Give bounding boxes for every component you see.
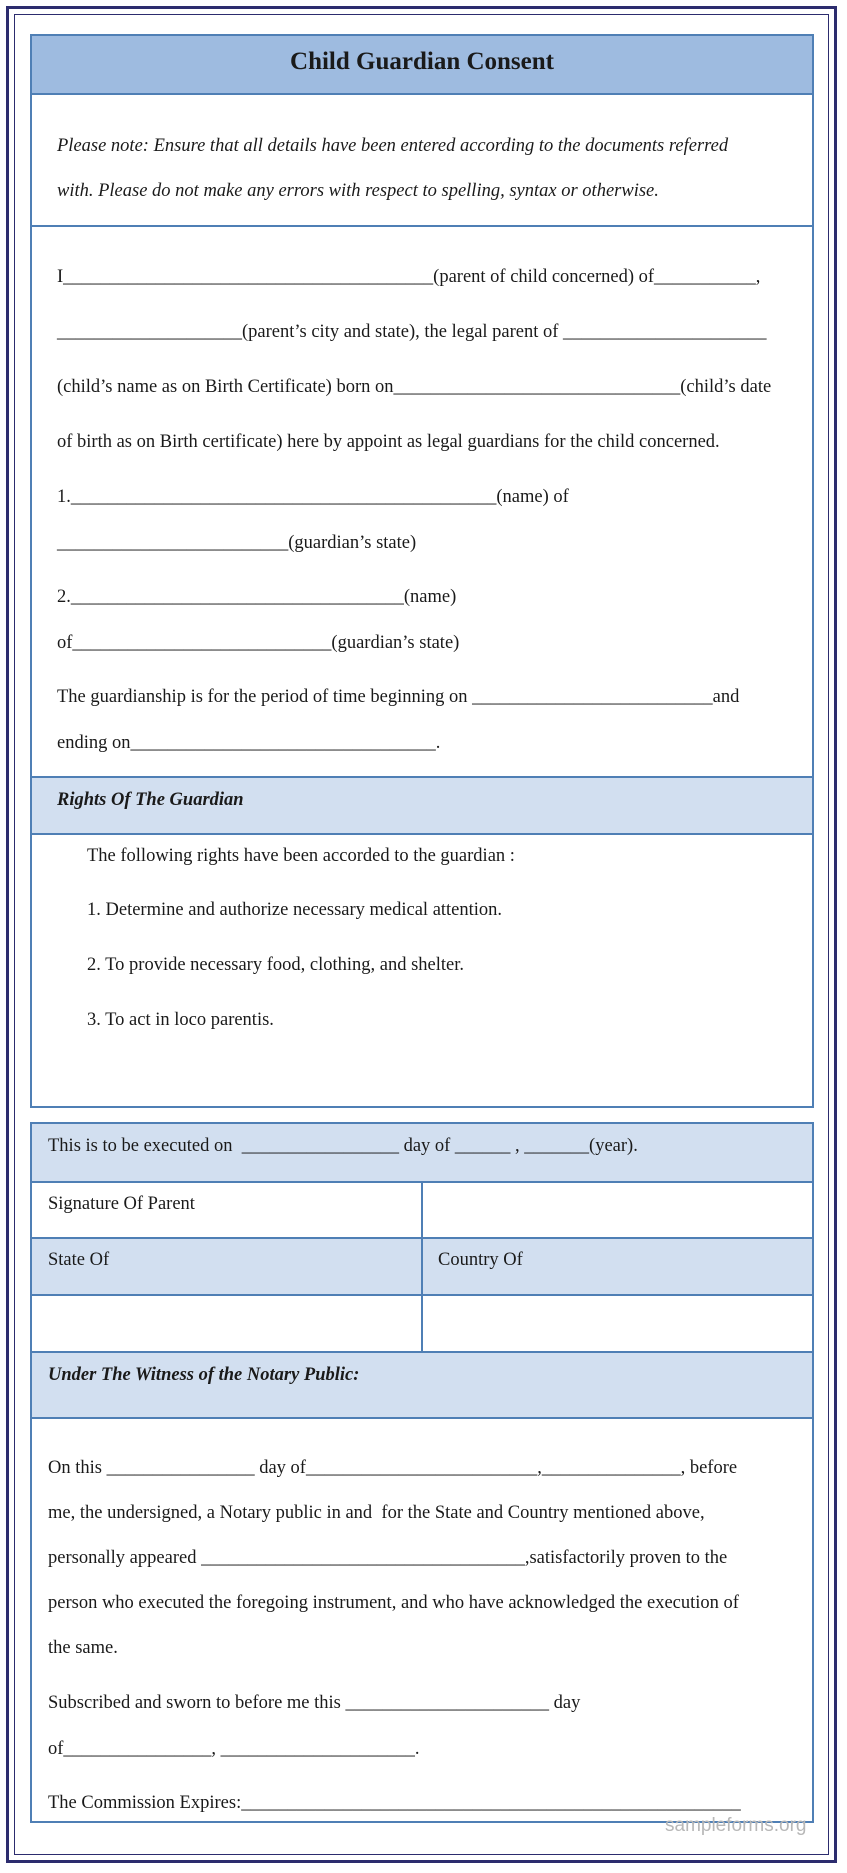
guardian-2-name: 2.____________________________________(name) bbox=[57, 587, 457, 607]
notary-line-4: person who executed the foregoing instrument, and who have acknowledged the execution of bbox=[48, 1593, 739, 1613]
notary-line-5: the same. bbox=[48, 1638, 118, 1658]
divider bbox=[32, 833, 812, 835]
rights-item: 1. Determine and authorize necessary medical attention. bbox=[87, 900, 503, 920]
divider bbox=[32, 225, 812, 227]
guardian-1-state: _________________________(guardian’s state) bbox=[57, 533, 417, 553]
notary-line-2: me, the undersigned, a Notary public in and for the State and Country mentioned above, bbox=[48, 1503, 705, 1523]
execution-box bbox=[30, 1122, 814, 1823]
body-line-4: of birth as on Birth certificate) here by appoint as legal guardians for the child concerned. bbox=[57, 432, 720, 452]
divider bbox=[32, 1417, 812, 1419]
guardian-2-state: of____________________________(guardian’s state) bbox=[57, 633, 460, 653]
rights-item: 2. To provide necessary food, clothing, and shelter. bbox=[87, 955, 465, 975]
state-of-label: State Of bbox=[48, 1250, 110, 1270]
title-bar bbox=[32, 36, 812, 93]
notary-heading: Under The Witness of the Notary Public: bbox=[48, 1365, 360, 1385]
watermark-text: sampleforms.org bbox=[665, 1815, 807, 1836]
divider bbox=[32, 93, 812, 95]
commission-expires-line: The Commission Expires:______________________________________________________ bbox=[48, 1793, 741, 1813]
form-title: Child Guardian Consent bbox=[290, 48, 554, 75]
note-line-1: Please note: Ensure that all details have been entered according to the documents referred bbox=[57, 136, 729, 156]
period-line-2: ending on_________________________________. bbox=[57, 733, 441, 753]
consent-form-box bbox=[30, 34, 814, 1108]
notary-line-1: On this ________________ day of_________________________,_______________, before bbox=[48, 1458, 738, 1478]
signature-of-parent-label: Signature Of Parent bbox=[48, 1194, 195, 1214]
body-line-1: I________________________________________(parent of child concerned) of___________, bbox=[57, 267, 761, 287]
notary-heading-bar bbox=[32, 1353, 812, 1417]
body-line-2: ____________________(parent’s city and state), the legal parent of ______________________ bbox=[57, 322, 767, 342]
notary-line-6: Subscribed and sworn to before me this ______________________ day bbox=[48, 1693, 581, 1713]
table-column-divider bbox=[421, 1181, 423, 1351]
rights-heading: Rights Of The Guardian bbox=[57, 790, 244, 810]
country-of-label: Country Of bbox=[438, 1250, 523, 1270]
notary-line-3: personally appeared ___________________________________,satisfactorily proven to the bbox=[48, 1548, 728, 1568]
period-line-1: The guardianship is for the period of time beginning on __________________________and bbox=[57, 687, 740, 707]
note-line-2: with. Please do not make any errors with respect to spelling, syntax or otherwise. bbox=[57, 181, 659, 201]
rights-intro: The following rights have been accorded to the guardian : bbox=[87, 846, 515, 866]
body-line-3: (child’s name as on Birth Certificate) born on_______________________________(child’s date bbox=[57, 377, 772, 397]
guardian-1-name: 1.______________________________________________(name) of bbox=[57, 487, 569, 507]
execution-date-line: This is to be executed on _________________ day of ______ , _______(year). bbox=[48, 1136, 638, 1156]
notary-line-7: of________________, _____________________. bbox=[48, 1739, 420, 1759]
rights-item: 3. To act in loco parentis. bbox=[87, 1010, 274, 1030]
execution-bar bbox=[32, 1124, 812, 1181]
rights-heading-bar bbox=[32, 778, 812, 833]
